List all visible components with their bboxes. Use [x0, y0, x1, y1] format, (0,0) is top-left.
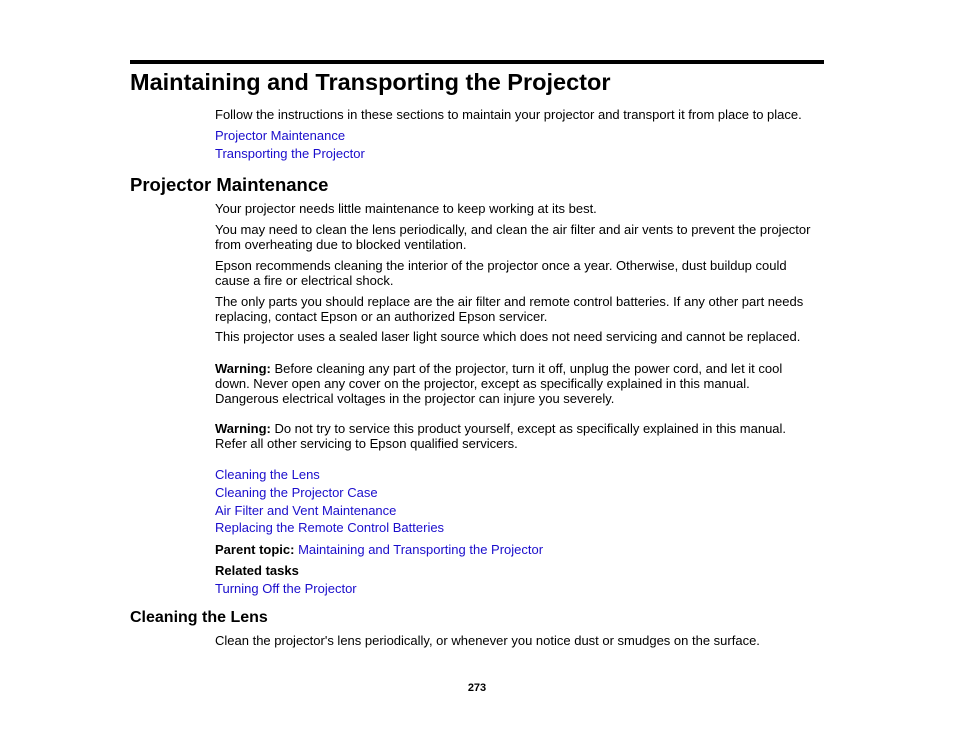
parent-topic-label: Parent topic:	[215, 542, 295, 557]
section-heading-projector-maintenance: Projector Maintenance	[130, 174, 329, 195]
link-remote-batteries[interactable]: Replacing the Remote Control Batteries	[215, 520, 445, 535]
parent-topic	[215, 542, 543, 557]
warning-service: Warning: Do not try to service this product yourself, except as specifically explained in this manual. Refer all other servicing to Epson qualified servicers.	[215, 421, 787, 451]
related-tasks-label: Related tasks	[215, 563, 299, 578]
link-cleaning-case[interactable]: Cleaning the Projector Case	[215, 485, 378, 500]
link-cleaning-lens[interactable]: Cleaning the Lens	[215, 467, 320, 482]
link-projector-maintenance[interactable]: Projector Maintenance	[215, 128, 346, 143]
section-heading-cleaning-lens: Cleaning the Lens	[130, 609, 268, 626]
intro-text: Follow the instructions in these sections to maintain your projector and transport it from place to place.	[215, 107, 802, 122]
link-transporting-projector[interactable]: Transporting the Projector	[215, 146, 365, 161]
maintenance-paragraph-5: This projector uses a sealed laser light source which does not need servicing and cannot be replaced.	[215, 329, 801, 344]
warning-label: Warning:	[215, 361, 271, 376]
title-rule	[130, 60, 824, 64]
maintenance-paragraph-1: Your projector needs little maintenance to keep working at its best.	[215, 201, 597, 216]
cleaning-lens-paragraph: Clean the projector's lens periodically, or whenever you notice dust or smudges on the surface.	[215, 633, 760, 648]
warning-label: Warning:	[215, 421, 271, 436]
parent-topic-link[interactable]: Maintaining and Transporting the Projector	[298, 542, 544, 557]
maintenance-paragraph-2: You may need to clean the lens periodically, and clean the air filter and air vents to prevent the projector from overheating due to blocked ventilation.	[215, 222, 811, 252]
warning-power: Warning: Before cleaning any part of the projector, turn it off, unplug the power cord, and let it cool down. Never open any cover on the projector, except as specifically explained in this manual. Dangerous electrical voltages in the projector can injure you severely.	[215, 361, 783, 406]
page-title: Maintaining and Transporting the Projector	[130, 69, 611, 95]
maintenance-paragraph-4: The only parts you should replace are the air filter and remote control batteries. If any other part needs replacing, contact Epson or an authorized Epson servicer.	[215, 294, 804, 324]
maintenance-paragraph-3: Epson recommends cleaning the interior of the projector once a year. Otherwise, dust buildup could cause a fire or electrical shock.	[215, 258, 787, 288]
link-turning-off[interactable]: Turning Off the Projector	[215, 581, 357, 596]
page-number: 273	[467, 682, 487, 694]
link-air-filter[interactable]: Air Filter and Vent Maintenance	[215, 503, 397, 518]
